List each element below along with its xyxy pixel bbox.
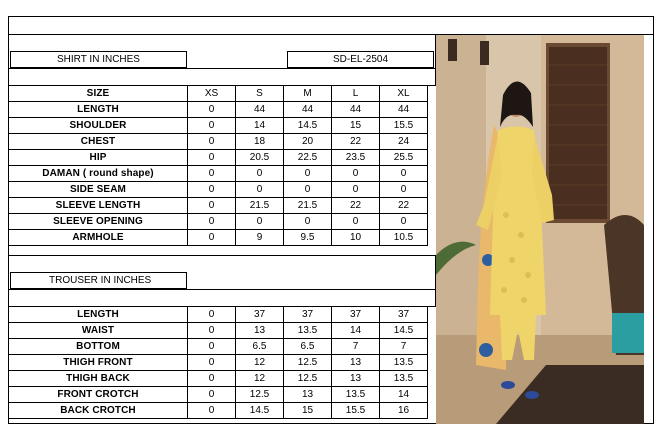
shirt-value-m: 20 (284, 134, 332, 150)
shirt-row (9, 214, 428, 230)
shirt-value-s: 20.5 (236, 150, 284, 166)
shirt-value-xl: 0 (380, 214, 428, 230)
trouser-value-m: 6.5 (284, 339, 332, 355)
shirt-value-xs: 0 (188, 230, 236, 246)
trouser-value-s: 13 (236, 323, 284, 339)
shirt-value-s: 0 (236, 182, 284, 198)
trouser-spacer (8, 289, 436, 307)
size-header-s: S (236, 86, 284, 102)
shirt-measure-name: LENGTH (9, 102, 188, 118)
shirt-value-m: 0 (284, 214, 332, 230)
trouser-row (9, 403, 428, 419)
shirt-value-l: 0 (332, 166, 380, 182)
shirt-value-s: 14 (236, 118, 284, 134)
trouser-row (9, 371, 428, 387)
shirt-value-xs: 0 (188, 214, 236, 230)
trouser-value-l: 13 (332, 355, 380, 371)
trouser-value-xs: 0 (188, 387, 236, 403)
trouser-measure-name: WAIST (9, 323, 188, 339)
trouser-size-table (8, 306, 428, 419)
shirt-measure-name: HIP (9, 150, 188, 166)
shirt-row (9, 150, 428, 166)
shirt-value-s: 0 (236, 214, 284, 230)
shirt-row (9, 166, 428, 182)
trouser-measure-name: THIGH FRONT (9, 355, 188, 371)
shirt-value-m: 44 (284, 102, 332, 118)
shirt-row (9, 230, 428, 246)
trouser-value-s: 12.5 (236, 387, 284, 403)
shirt-value-xl: 10.5 (380, 230, 428, 246)
shirt-value-m: 14.5 (284, 118, 332, 134)
trouser-value-xl: 7 (380, 339, 428, 355)
shirt-value-xl: 15.5 (380, 118, 428, 134)
trouser-value-l: 13.5 (332, 387, 380, 403)
size-header-xl: XL (380, 86, 428, 102)
shirt-measure-name: SIDE SEAM (9, 182, 188, 198)
trouser-measure-name: BOTTOM (9, 339, 188, 355)
shirt-value-l: 15 (332, 118, 380, 134)
shirt-title: SHIRT IN INCHES (10, 51, 187, 68)
trouser-value-xs: 0 (188, 339, 236, 355)
article-code: SD-EL-2504 (287, 51, 434, 68)
trouser-value-l: 7 (332, 339, 380, 355)
shirt-value-xs: 0 (188, 118, 236, 134)
shirt-value-xs: 0 (188, 102, 236, 118)
size-header-l: L (332, 86, 380, 102)
shirt-row (9, 102, 428, 118)
shirt-value-xl: 25.5 (380, 150, 428, 166)
shirt-value-l: 22 (332, 134, 380, 150)
shirt-value-s: 21.5 (236, 198, 284, 214)
shirt-value-xl: 0 (380, 182, 428, 198)
trouser-value-l: 14 (332, 323, 380, 339)
shirt-value-m: 22.5 (284, 150, 332, 166)
size-header-xs: XS (188, 86, 236, 102)
trouser-value-s: 12 (236, 355, 284, 371)
shirt-row (9, 182, 428, 198)
trouser-value-s: 37 (236, 307, 284, 323)
shirt-value-xs: 0 (188, 166, 236, 182)
shirt-value-xs: 0 (188, 198, 236, 214)
shirt-value-m: 21.5 (284, 198, 332, 214)
shirt-measure-name: SLEEVE LENGTH (9, 198, 188, 214)
shirt-value-l: 10 (332, 230, 380, 246)
trouser-value-s: 12 (236, 371, 284, 387)
shirt-value-xl: 44 (380, 102, 428, 118)
trouser-row (9, 323, 428, 339)
trouser-value-xl: 37 (380, 307, 428, 323)
shirt-value-m: 0 (284, 166, 332, 182)
trouser-value-m: 13.5 (284, 323, 332, 339)
shirt-value-l: 0 (332, 214, 380, 230)
shirt-value-l: 23.5 (332, 150, 380, 166)
shirt-measure-name: SLEEVE OPENING (9, 214, 188, 230)
trouser-value-m: 15 (284, 403, 332, 419)
trouser-value-s: 14.5 (236, 403, 284, 419)
shirt-measure-name: SHOULDER (9, 118, 188, 134)
size-header-row (9, 86, 428, 102)
trouser-row (9, 387, 428, 403)
trouser-value-xs: 0 (188, 403, 236, 419)
trouser-value-xs: 0 (188, 323, 236, 339)
trouser-value-l: 13 (332, 371, 380, 387)
trouser-value-m: 13 (284, 387, 332, 403)
size-header-m: M (284, 86, 332, 102)
trouser-value-l: 15.5 (332, 403, 380, 419)
shirt-measure-name: CHEST (9, 134, 188, 150)
size-header-label: SIZE (9, 86, 188, 102)
trouser-row (9, 355, 428, 371)
trouser-value-s: 6.5 (236, 339, 284, 355)
product-photo (436, 35, 644, 424)
trouser-measure-name: LENGTH (9, 307, 188, 323)
shirt-row (9, 118, 428, 134)
shirt-value-m: 9.5 (284, 230, 332, 246)
shirt-value-s: 0 (236, 166, 284, 182)
shirt-value-s: 9 (236, 230, 284, 246)
shirt-value-m: 0 (284, 182, 332, 198)
trouser-value-xl: 16 (380, 403, 428, 419)
trouser-value-l: 37 (332, 307, 380, 323)
shirt-measure-name: ARMHOLE (9, 230, 188, 246)
shirt-size-table (8, 85, 428, 246)
trouser-measure-name: FRONT CROTCH (9, 387, 188, 403)
shirt-row (9, 198, 428, 214)
trouser-value-xl: 13.5 (380, 371, 428, 387)
shirt-value-l: 0 (332, 182, 380, 198)
trouser-value-m: 37 (284, 307, 332, 323)
trouser-title: TROUSER IN INCHES (10, 272, 187, 289)
shirt-value-xs: 0 (188, 182, 236, 198)
trouser-measure-name: THIGH BACK (9, 371, 188, 387)
shirt-value-xl: 0 (380, 166, 428, 182)
trouser-value-xl: 14.5 (380, 323, 428, 339)
shirt-row (9, 134, 428, 150)
trouser-row (9, 307, 428, 323)
trouser-value-xl: 13.5 (380, 355, 428, 371)
shirt-value-l: 44 (332, 102, 380, 118)
trouser-value-xs: 0 (188, 371, 236, 387)
shirt-value-s: 18 (236, 134, 284, 150)
shirt-value-xl: 22 (380, 198, 428, 214)
trouser-row (9, 339, 428, 355)
shirt-value-s: 44 (236, 102, 284, 118)
trouser-value-xs: 0 (188, 355, 236, 371)
shirt-value-xl: 24 (380, 134, 428, 150)
trouser-value-m: 12.5 (284, 355, 332, 371)
shirt-measure-name: DAMAN ( round shape) (9, 166, 188, 182)
shirt-spacer (8, 68, 436, 86)
trouser-measure-name: BACK CROTCH (9, 403, 188, 419)
trouser-value-m: 12.5 (284, 371, 332, 387)
trouser-value-xs: 0 (188, 307, 236, 323)
shirt-value-l: 22 (332, 198, 380, 214)
shirt-value-xs: 0 (188, 134, 236, 150)
trouser-value-xl: 14 (380, 387, 428, 403)
shirt-value-xs: 0 (188, 150, 236, 166)
